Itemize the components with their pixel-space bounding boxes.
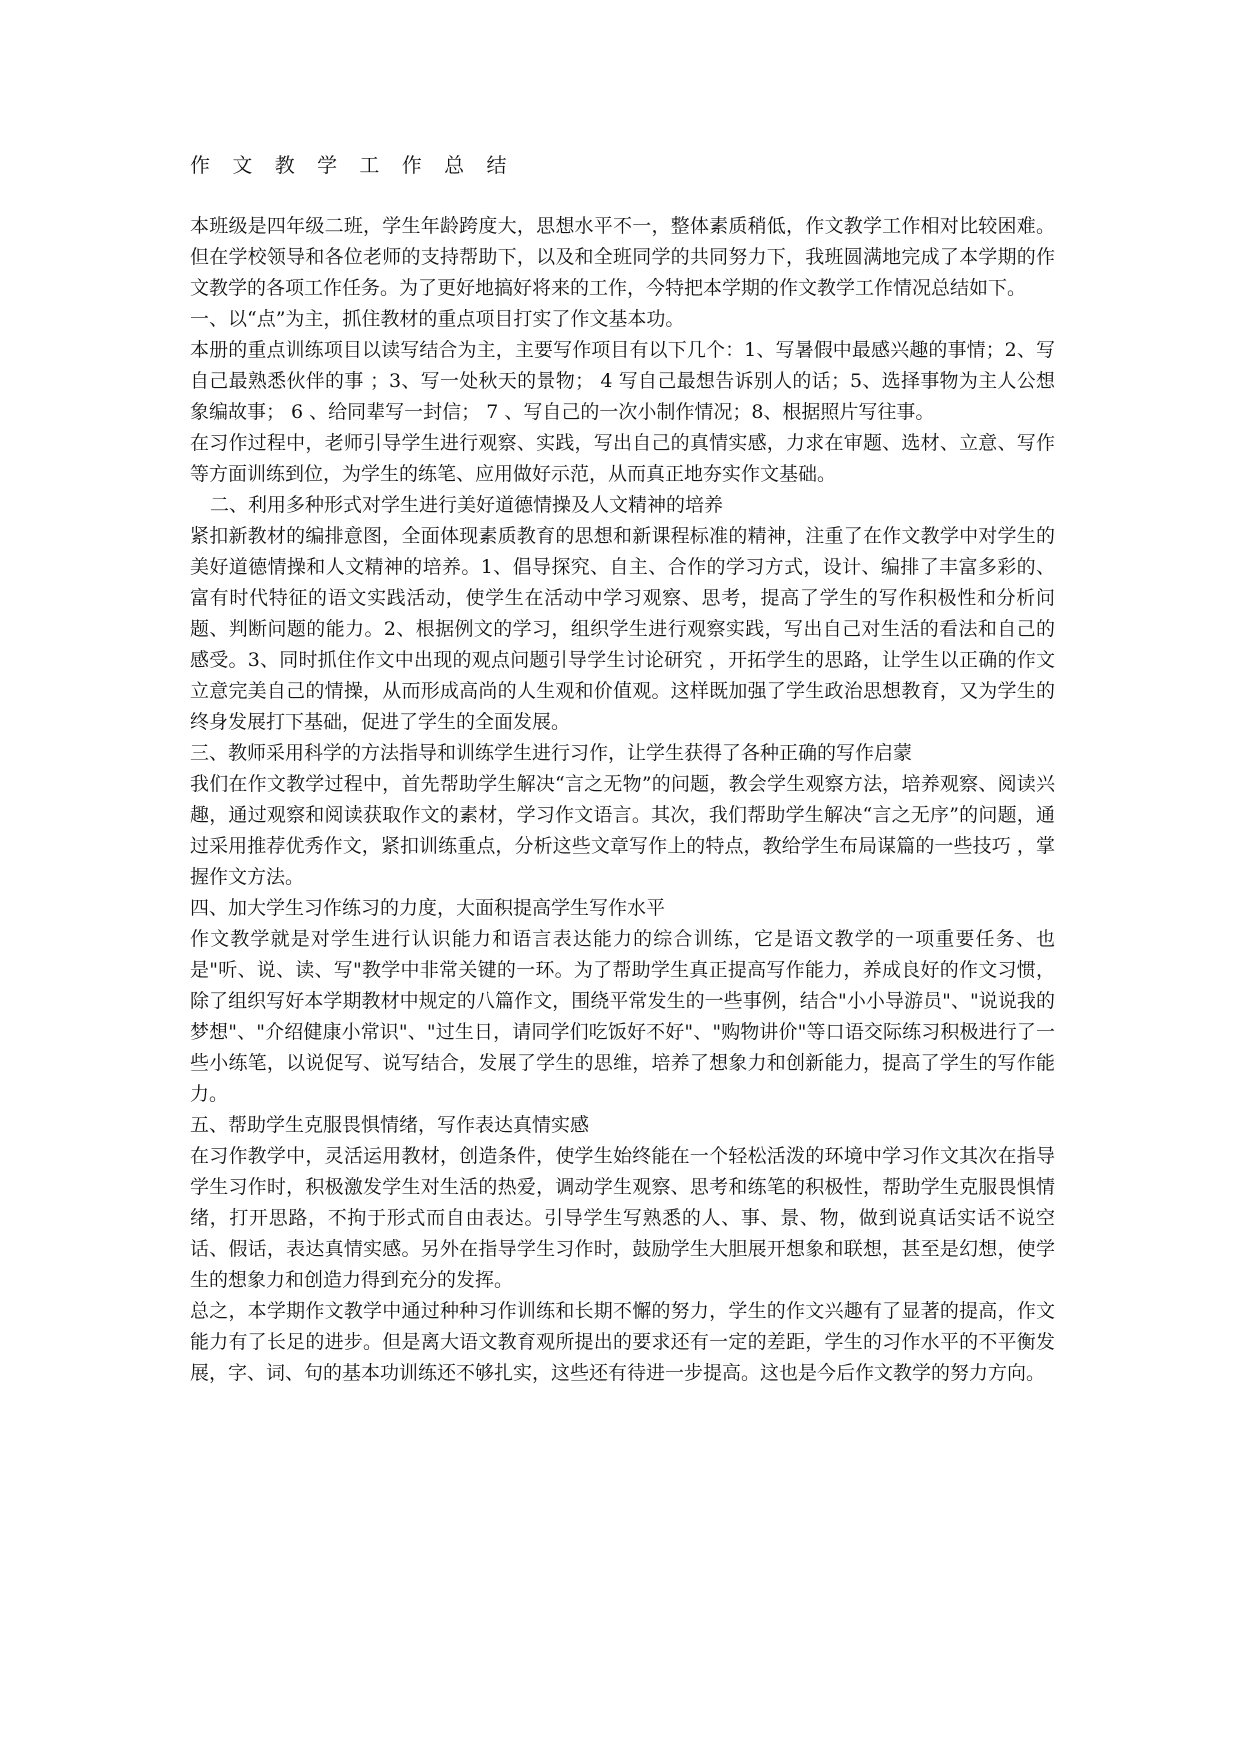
- intro-paragraph: 本班级是四年级二班，学生年龄跨度大，思想水平不一，整体素质稍低，作文教学工作相对比较困难。但在学校领导和各位老师的支持帮助下，以及和全班同学的共同努力下，我班圆满地完成了本学期的作文教学的各项工作任务。为了更好地搞好将来的工作，今特把本学期的作文教学工作情况总结如下。: [190, 215, 1055, 299]
- section-paragraph-1a: 本册的重点训练项目以读写结合为主，主要写作项目有以下几个：1、写暑假中最感兴趣的事情；2、写自己最熟悉伙伴的事 ；3、写一处秋天的景物； 4 写自己最想告诉别人的话；5、选择事物为主人公想象编故事； 6 、给同辈写一封信； 7 、写自己的一次小制作情况；8、根据照片写往事。: [190, 339, 1055, 423]
- section-paragraph-1b: 在习作过程中，老师引导学生进行观察、实践，写出自己的真情实感，力求在审题、选材、立意、写作等方面训练到位，为学生的练笔、应用做好示范，从而真正地夯实作文基础。: [190, 432, 1055, 485]
- section-heading-2: 二、利用多种形式对学生进行美好道德情操及人文精神的培养: [210, 494, 724, 516]
- section-paragraph-4: 作文教学就是对学生进行认识能力和语言表达能力的综合训练，它是语文教学的一项重要任务、也是"听、说、读、写"教学中非常关键的一环。为了帮助学生真正提高写作能力，养成良好的作文习惯，除了组织写好本学期教材中规定的八篇作文，围绕平常发生的一些事例，结合"小小导游员"、"说说我的梦想"、"介绍健康小常识"、"过生日，请同学们吃饭好不好"、"购物讲价"等口语交际练习积极进行了一些小练笔，以说促写、说写结合，发展了学生的思维，培养了想象力和创新能力，提高了学生的写作能力。: [190, 928, 1055, 1105]
- section-paragraph-5: 在习作教学中，灵活运用教材，创造条件，使学生始终能在一个轻松活泼的环境中学习作文其次在指导学生习作时，积极激发学生对生活的热爱，调动学生观察、思考和练笔的积极性，帮助学生克服畏惧情绪，打开思路，不拘于形式而自由表达。引导学生写熟悉的人、事、景、物，做到说真话实话不说空话、假话，表达真情实感。另外在指导学生习作时，鼓励学生大胆展开想象和联想，甚至是幻想，使学生的想象力和创造力得到充分的发挥。: [190, 1145, 1055, 1291]
- section-heading-3: 三、教师采用科学的方法指导和训练学生进行习作，让学生获得了各种正确的写作启蒙: [190, 742, 913, 764]
- conclusion-paragraph: 总之，本学期作文教学中通过种种习作训练和长期不懈的努力，学生的作文兴趣有了显著的提高，作文能力有了长足的进步。但是离大语文教育观所提出的要求还有一定的差距，学生的习作水平的不平衡发展，字、词、句的基本功训练还不够扎实，这些还有待进一步提高。这也是今后作文教学的努力方向。: [190, 1300, 1055, 1384]
- document-body: [190, 150, 1055, 1389]
- section-paragraph-2: 紧扣新教材的编排意图，全面体现素质教育的思想和新课程标准的精神，注重了在作文教学中对学生的美好道德情操和人文精神的培养。1、倡导探究、自主、合作的学习方式，设计、编排了丰富多彩的、富有时代特征的语文实践活动，使学生在活动中学习观察、思考，提高了学生的写作积极性和分析问题、判断问题的能力。2、根据例文的学习，组织学生进行观察实践，写出自己对生活的看法和自己的感受。3、同时抓住作文中出现的观点问题引导学生讨论研究 ，开拓学生的思路，让学生以正确的作文立意完美自己的情操，从而形成高尚的人生观和价值观。这样既加强了学生政治思想教育，又为学生的终身发展打下基础，促进了学生的全面发展。: [190, 525, 1055, 733]
- section-paragraph-3: 我们在作文教学过程中，首先帮助学生解决“言之无物”的问题，教会学生观察方法，培养观察、阅读兴趣，通过观察和阅读获取作文的素材，学习作文语言。其次，我们帮助学生解决“言之无序”的问题，通过采用推荐优秀作文，紧扣训练重点，分析这些文章写作上的特点，教给学生布局谋篇的一些技巧 ，掌握作文方法。: [190, 773, 1055, 888]
- section-heading-5: 五、帮助学生克服畏惧情绪，写作表达真情实感: [190, 1114, 590, 1136]
- section-heading-1: 一、以“点”为主，抓住教材的重点项目打实了作文基本功。: [190, 308, 685, 330]
- section-heading-4: 四、加大学生习作练习的力度，大面积提高学生写作水平: [190, 897, 666, 919]
- document-title: 作 文 教 学 工 作 总 结: [190, 153, 515, 177]
- title-spacer: [190, 180, 1055, 211]
